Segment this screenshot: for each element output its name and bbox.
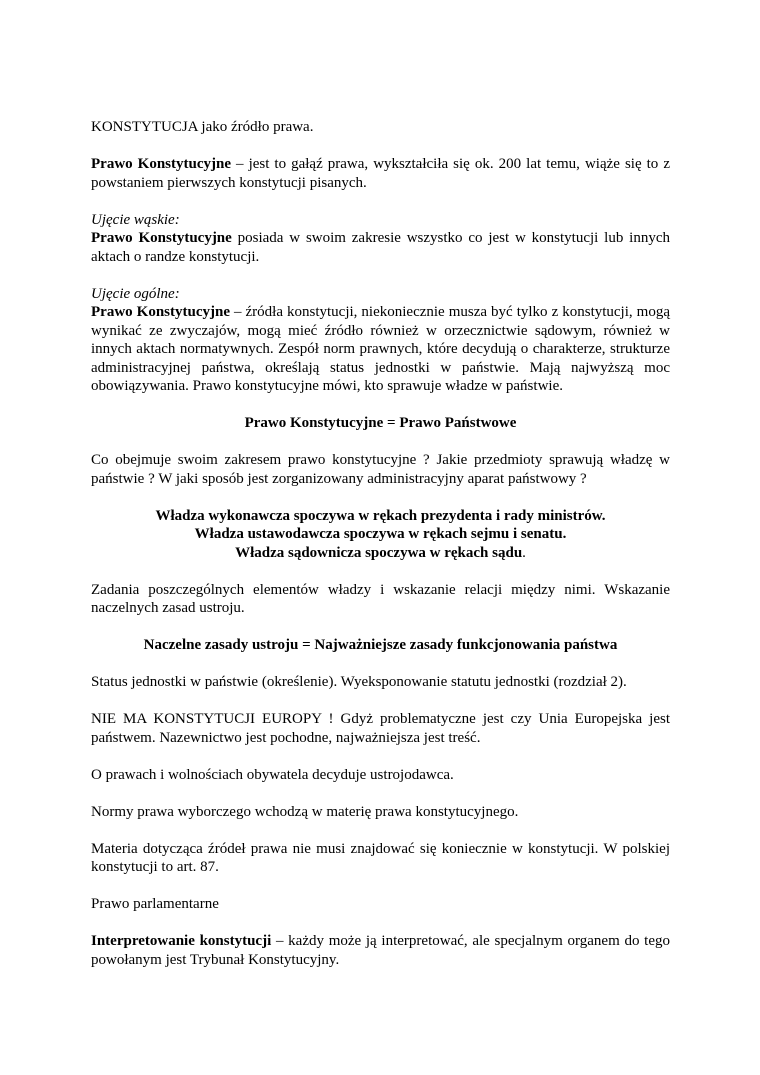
europe-paragraph: NIE MA KONSTYTUCJI EUROPY ! Gdyż problematyczne jest czy Unia Europejska jest państwem. Nazewnictwo jest pochodne, najważniejsza jest treść. (91, 711, 670, 746)
executive-power-line: Władza wykonawcza spoczywa w rękach prezydenta i rady ministrów. (155, 507, 606, 524)
questions-paragraph: Co obejmuje swoim zakresem prawo konstytucyjne ? Jakie przedmioty sprawują władzę w państwie ? W jaki sposób jest zorganizowany administracyjny aparat państwowy ? (91, 452, 670, 487)
definition-text: – jest to gałąź prawa, wykształciła się ok. 200 lat temu, wiąże się to z powstaniem pierwszych konstytucji pisanych. (91, 156, 670, 191)
powers-block (91, 507, 670, 563)
electoral-paragraph: Normy prawa wyborczego wchodzą w materię prawa konstytucyjnego. (91, 803, 519, 820)
narrow-approach-heading: Ujęcie wąskie: (91, 211, 180, 228)
general-approach-text: – źródła konstytucji, niekoniecznie musza być tylko z konstytucji, mogą wynikać ze zwyczajów, mogą mieć źródło również w orzecznictwie sądowym, również w innych aktach normatywnych. Zespół norm prawnych, które decydują o charakterze, strukturze administracyjnej państwa, określają status jednostki w państwie. Mają najwyższą moc obowiązywania. Prawo konstytucyjne mówi, kto sprawuje władze w państwie. (91, 304, 670, 394)
narrow-approach-text: posiada w swoim zakresie wszystko co jest w konstytucji lub innych aktach o randze konstytucji. (91, 230, 670, 265)
term-bold: Prawo Konstytucyjne (91, 304, 230, 320)
sources-paragraph: Materia dotycząca źródeł prawa nie musi znajdować się koniecznie w konstytucji. W polskiej konstytucji to art. 87. (91, 840, 670, 875)
term-bold: Interpretowanie konstytucji (91, 933, 272, 949)
tasks-paragraph: Zadania poszczególnych elementów władzy i wskazanie relacji między nimi. Wskazanie naczelnych zasad ustroju. (91, 581, 670, 616)
judicial-power-text: Władza sądownicza spoczywa w rękach sądu (235, 544, 523, 561)
general-approach-heading: Ujęcie ogólne: (91, 285, 180, 302)
parliamentary-law-line: Prawo parlamentarne (91, 896, 219, 912)
judicial-power-period: . (522, 544, 526, 561)
freedoms-paragraph: O prawach i wolnościach obywatela decyduje ustrojodawca. (91, 766, 454, 783)
narrow-approach-paragraph (91, 211, 670, 267)
general-approach-paragraph (91, 285, 670, 396)
document-page (91, 118, 670, 988)
term-bold: Prawo Konstytucyjne (91, 230, 232, 246)
interpretation-text: – każdy może ją interpretować, ale specjalnym organem do tego powołanym jest Trybunał Konstytucyjny. (91, 933, 670, 968)
interpretation-paragraph (91, 932, 670, 969)
principles-heading: Naczelne zasady ustroju = Najważniejsze zasady funkcjonowania państwa (143, 637, 618, 653)
term-bold: Prawo Konstytucyjne (91, 156, 232, 172)
document-title: KONSTYTUCJA jako źródło prawa. (91, 119, 314, 135)
status-paragraph: Status jednostki w państwie (określenie). Wyeksponowanie statutu jednostki (rozdział 2). (91, 674, 627, 690)
equation-heading: Prawo Konstytucyjne = Prawo Państwowe (244, 415, 517, 431)
definition-paragraph (91, 155, 670, 192)
judicial-power-line (91, 544, 670, 563)
legislative-power-line: Władza ustawodawcza spoczywa w rękach sejmu i senatu. (194, 526, 567, 542)
